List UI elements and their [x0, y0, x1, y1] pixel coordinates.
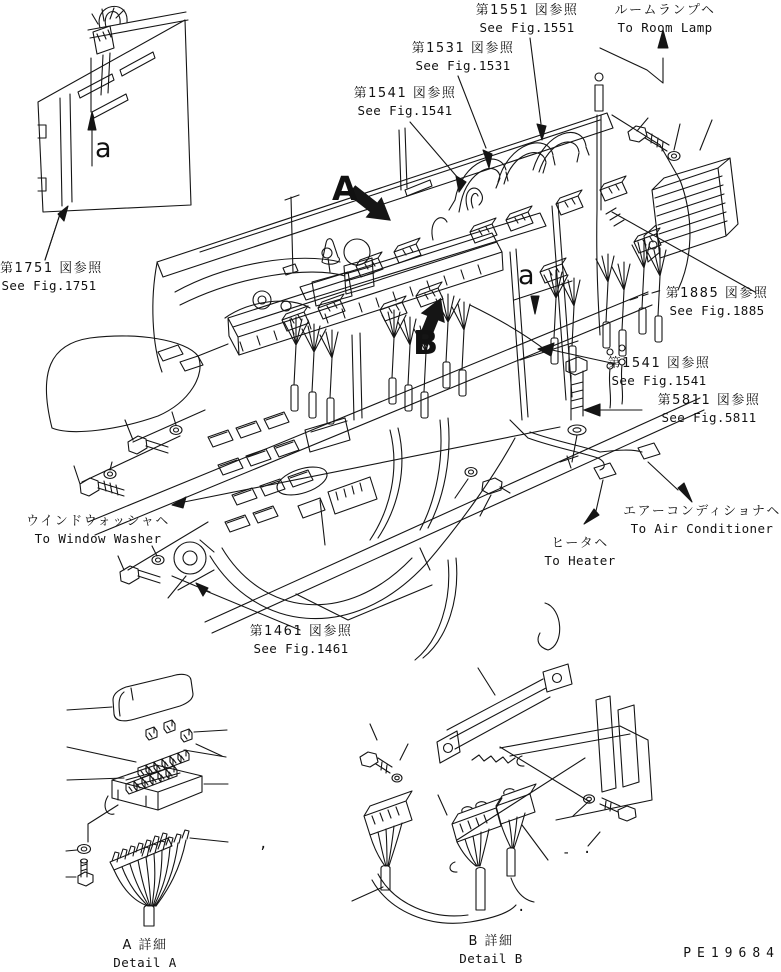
label-to-heater [528, 536, 632, 569]
label-see-fig-1541-mid [598, 356, 720, 389]
label-detail-a-jp: A 詳細 [122, 938, 168, 953]
label-to-window-washer-jp: ウインドウォッシャヘ [26, 514, 170, 529]
label-see-fig-1885-jp: 第1885 図参照 [665, 286, 769, 301]
label-to-room-lamp [594, 3, 736, 36]
label-see-fig-1551 [452, 3, 602, 36]
label-see-fig-1541-top-jp: 第1541 図参照 [353, 86, 457, 101]
label-to-window-washer [22, 514, 174, 547]
label-to-window-washer-en: To Window Washer [34, 530, 162, 546]
hanging-terminals [284, 240, 666, 424]
label-to-heater-jp: ヒータヘ [551, 536, 609, 551]
label-to-heater-en: To Heater [544, 552, 616, 568]
label-detail-a [84, 938, 206, 971]
label-see-fig-1541-mid-en: See Fig.1541 [611, 372, 707, 388]
label-detail-b-en: Detail B [459, 950, 523, 966]
label-see-fig-1541-top-en: See Fig.1541 [357, 102, 453, 118]
label-to-air-conditioner [622, 504, 781, 537]
label-detail-b [430, 934, 552, 967]
label-see-fig-1461-en: See Fig.1461 [253, 640, 349, 656]
label-see-fig-1531 [388, 41, 538, 74]
label-see-fig-1551-en: See Fig.1551 [479, 19, 575, 35]
view-marker-a: A [332, 169, 358, 208]
label-see-fig-1751-jp: 第1751 図参照 [0, 261, 103, 276]
point-marker-a-upper: a [95, 133, 112, 164]
label-see-fig-5811-jp: 第5811 図参照 [657, 393, 761, 408]
label-see-fig-1461 [228, 624, 374, 657]
label-see-fig-5811 [636, 393, 781, 426]
label-see-fig-1461-jp: 第1461 図参照 [249, 624, 353, 639]
label-to-room-lamp-en: To Room Lamp [617, 19, 713, 35]
view-marker-b: B [413, 323, 439, 362]
label-see-fig-1531-en: See Fig.1531 [415, 57, 511, 73]
drawing-number: PE19684 [683, 946, 780, 961]
label-see-fig-1751 [0, 261, 103, 294]
regulator-drawing [606, 118, 755, 292]
point-marker-a-lower: a [518, 260, 535, 291]
stray-dot-mark: · [517, 903, 528, 919]
label-see-fig-1531-jp: 第1531 図参照 [411, 41, 515, 56]
stray-dash-dot-mark: - · [562, 845, 594, 861]
label-detail-a-en: Detail A [113, 954, 177, 970]
label-see-fig-1541-top [330, 86, 480, 119]
label-to-air-conditioner-en: To Air Conditioner [630, 520, 774, 536]
detail-a-drawing [66, 674, 228, 926]
detail-b-drawing [352, 548, 652, 923]
label-to-room-lamp-jp: ルームランプヘ [614, 3, 716, 18]
label-see-fig-1885 [653, 286, 781, 319]
label-to-air-conditioner-jp: エアーコンディショナヘ [623, 504, 781, 519]
stray-comma-mark: , [259, 836, 270, 852]
label-see-fig-1551-jp: 第1551 図参照 [475, 3, 579, 18]
label-see-fig-5811-en: See Fig.5811 [661, 409, 757, 425]
label-see-fig-1751-en: See Fig.1751 [1, 277, 97, 293]
label-see-fig-1541-mid-jp: 第1541 図参照 [607, 356, 711, 371]
label-see-fig-1885-en: See Fig.1885 [669, 302, 765, 318]
controller-panel-drawing [38, 6, 191, 260]
label-detail-b-jp: B 詳細 [468, 934, 514, 949]
